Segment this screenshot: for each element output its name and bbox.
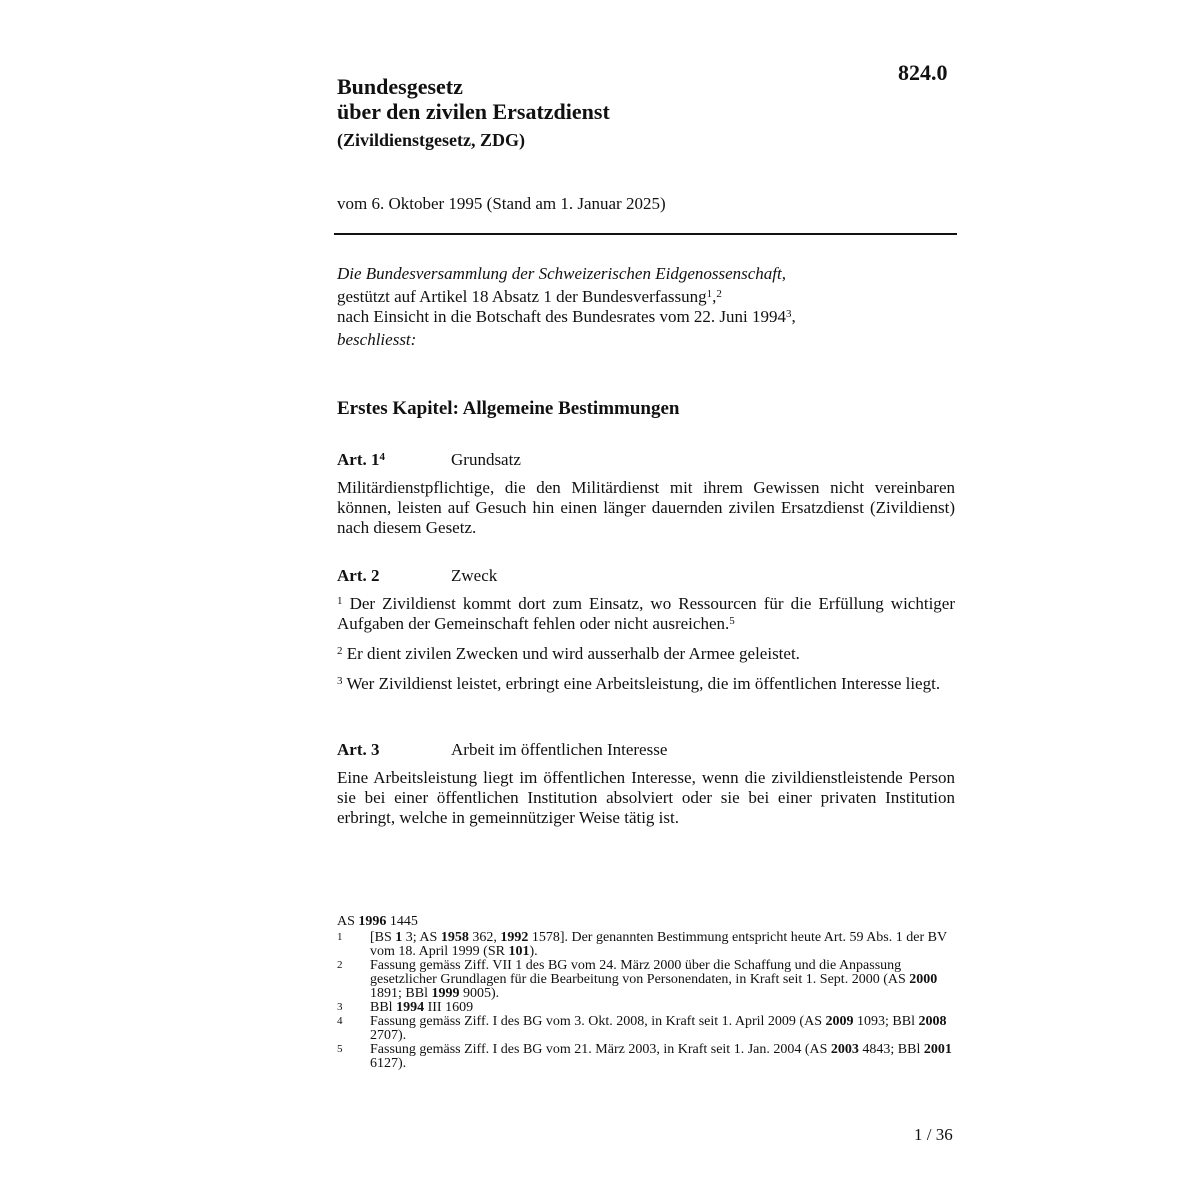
law-date: vom 6. Oktober 1995 (Stand am 1. Januar 2025): [337, 194, 666, 213]
law-title: [337, 74, 610, 124]
article-2-number: Art. 2: [337, 566, 380, 585]
footnote-ref-4[interactable]: 4: [379, 451, 385, 463]
official-collection-ref: AS 1996 1445: [337, 914, 418, 929]
article-3-title: Arbeit im öffentlichen Interesse: [451, 740, 668, 759]
footnotes: [337, 915, 957, 1071]
footnote-ref-3[interactable]: 3: [786, 308, 792, 320]
article-2-body: [337, 594, 955, 704]
page-number: 1 / 36: [914, 1125, 953, 1144]
article-1-number: Art. $1^4$: [337, 450, 385, 469]
preamble-basis: gestützt auf Artikel 18 Absatz 1 der Bundesverfassung$^1$,$^2$: [337, 287, 722, 306]
article-2-paragraph-2: $^2$ Er dient zivilen Zwecken und wird ausserhalb der Armee geleistet.: [337, 644, 800, 663]
article-1-heading: [337, 450, 957, 470]
chapter-heading: Erstes Kapitel: Allgemeine Bestimmungen: [337, 398, 680, 419]
preamble-resolves: beschliesst:: [337, 330, 417, 349]
article-2-paragraph-3: $^3$ Wer Zivildienst leistet, erbringt eine Arbeitsleistung, die im öffentlichen Interesse liegt.: [337, 674, 941, 693]
article-2-heading: [337, 566, 957, 586]
footnote-3: 3 BBl 1994 III 1609: [337, 1000, 474, 1015]
article-1-text: Militärdienstpflichtige, die den Militärdienst mit ihrem Gewissen nicht vereinbaren können, leisten auf Gesuch hin einen länger dauernden zivilen Ersatzdienst (Zivildienst) nach diesem Gesetz.: [337, 478, 955, 537]
footnote-5: 5 Fassung gemäss Ziff. I des BG vom 21. März 2003, in Kraft seit 1. Jan. 2004 (AS 2003 4843; BBl 2001 6127).: [337, 1042, 952, 1071]
preamble-message: nach Einsicht in die Botschaft des Bundesrates vom 22. Juni 1994$^3$,: [337, 307, 796, 326]
article-1-title: Grundsatz: [451, 450, 521, 469]
preamble: [337, 264, 957, 350]
footnote-1: 1 [BS 1 3; AS 1958 362, 1992 1578]. Der genannten Bestimmung entspricht heute Art. 59 Abs. 1 der BV vom 18. April 1999 (SR 101).: [337, 930, 947, 959]
title-line-2: über den zivilen Ersatzdienst: [337, 99, 610, 124]
title-line-1: Bundesgesetz: [337, 74, 463, 99]
footnote-ref-1[interactable]: 1: [706, 288, 713, 300]
preamble-assembly: Die Bundesversammlung der Schweizerischen Eidgenossenschaft,: [337, 264, 786, 283]
article-3-number: Art. 3: [337, 740, 380, 759]
sr-number: 824.0: [898, 60, 948, 85]
header-divider: [334, 233, 957, 235]
article-3-body: [337, 768, 955, 838]
article-2-paragraph-1: $^1$ Der Zivildienst kommt dort zum Einsatz, wo Ressourcen für die Erfüllung wichtiger Aufgaben der Gemeinschaft fehlen oder nicht ausreichen.$^5$: [337, 594, 955, 633]
footnote-ref-2[interactable]: 2: [716, 288, 722, 300]
footnote-ref-5[interactable]: 5: [729, 615, 735, 627]
article-3-heading: [337, 740, 957, 760]
footnote-2: 2 Fassung gemäss Ziff. VII 1 des BG vom 24. März 2000 über die Schaffung und die Anpassung gesetzlicher Grundlagen für die Bearbeitung von Personendaten, in Kraft seit 1. Sept. 2000 (AS 2000 1891; BBl 1999 9005).: [337, 958, 938, 1001]
law-short-title: (Zivildienstgesetz, ZDG): [337, 130, 525, 150]
article-2-title: Zweck: [451, 566, 498, 585]
article-1-body: [337, 478, 955, 548]
footnote-4: 4 Fassung gemäss Ziff. I des BG vom 3. Okt. 2008, in Kraft seit 1. April 2009 (AS 2009 1093; BBl 2008 2707).: [337, 1014, 947, 1043]
article-3-text: Eine Arbeitsleistung liegt im öffentlichen Interesse, wenn die zivildienstleistende Person sie bei einer öffentlichen Institution absolviert oder sie bei einer privaten Institution erbringt, welche in gemeinnütziger Weise tätig ist.: [337, 768, 955, 827]
